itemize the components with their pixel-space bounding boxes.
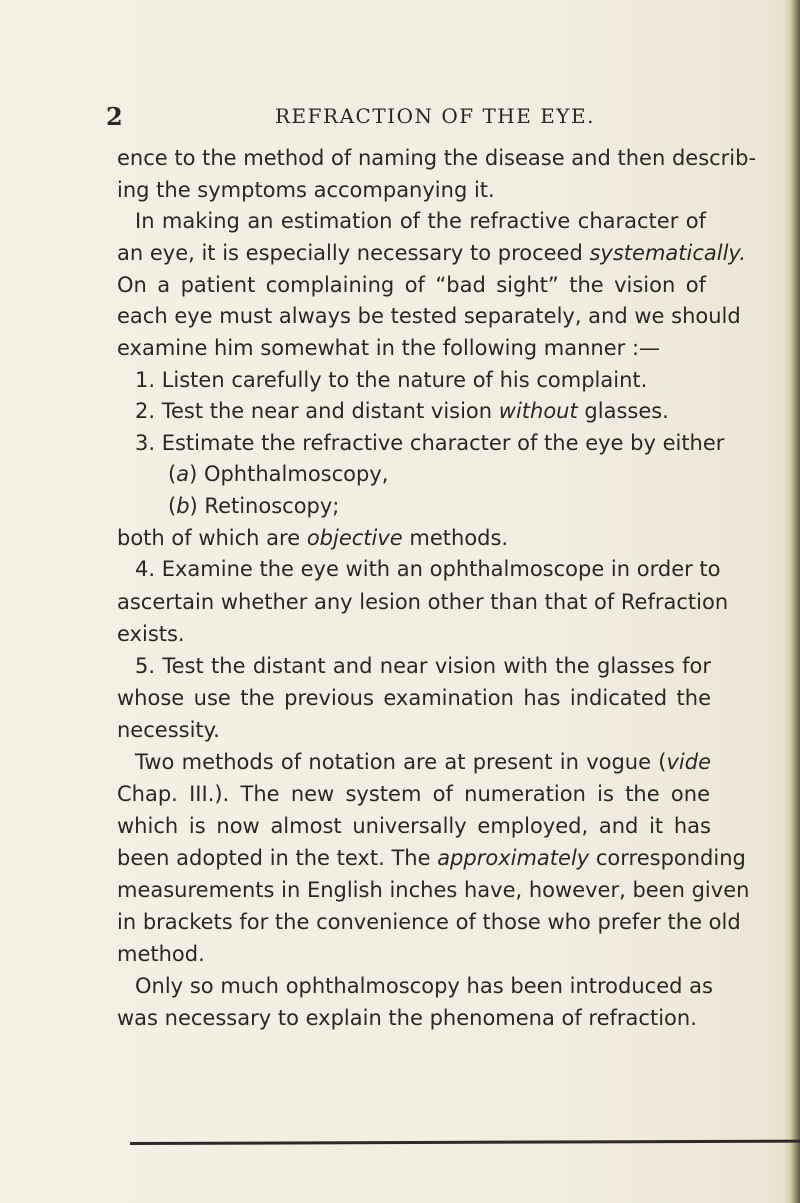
text-run: whose use the previous examination has indicated the: [117, 686, 711, 710]
text-run: 3. Estimate the refractive character of the eye by either: [135, 431, 725, 455]
text-run: both of which are: [117, 526, 307, 550]
text-run: method.: [117, 942, 205, 966]
italic-text: approximately: [437, 846, 590, 870]
running-head: [0, 98, 800, 132]
text-run: Two methods of notation are at present in vogue (: [135, 750, 667, 774]
text-line: [117, 813, 711, 839]
text-run: ascertain whether any lesion other than that of Refraction: [117, 590, 729, 614]
text-line: [117, 240, 746, 266]
text-run: On a patient complaining of “bad sight” the vision of: [117, 273, 706, 297]
text-line: [135, 430, 725, 456]
text-run: examine him somewhat in the following manner :—: [117, 336, 661, 360]
text-run: 5. Test the distant and near vision with the glasses for: [135, 654, 711, 678]
text-line: [117, 525, 508, 551]
text-run: glasses.: [577, 399, 669, 423]
text-line: [135, 556, 721, 582]
text-run: ence to the method of naming the disease and then describ-: [117, 146, 757, 170]
text-run: ) Ophthalmoscopy,: [189, 462, 389, 486]
text-line: [117, 685, 711, 711]
text-line: [117, 621, 185, 647]
text-line: [135, 973, 713, 999]
italic-text: without: [498, 399, 578, 423]
text-line: [117, 877, 750, 903]
text-line: [117, 1005, 697, 1031]
italic-text: a: [176, 462, 190, 486]
text-run: in brackets for the convenience of those who prefer the old: [117, 910, 741, 934]
text-line: [168, 461, 388, 487]
italic-text: systematically.: [589, 241, 746, 265]
text-line: [117, 589, 729, 615]
text-line: [135, 749, 711, 775]
page-edge-shadow: [784, 0, 800, 1203]
text-line: [168, 493, 339, 519]
text-run: an eye, it is especially necessary to proceed: [117, 241, 590, 265]
text-run: was necessary to explain the phenomena of refraction.: [117, 1006, 697, 1030]
text-run: In making an estimation of the refractive character of: [135, 209, 706, 233]
text-run: each eye must always be tested separately, and we should: [117, 304, 741, 328]
text-run: 1. Listen carefully to the nature of his complaint.: [135, 368, 648, 392]
text-run: corresponding: [589, 846, 746, 870]
text-run: ing the symptoms accompanying it.: [117, 178, 495, 202]
text-run: 4. Examine the eye with an ophthalmoscope in order to: [135, 557, 721, 581]
text-run: Only so much ophthalmoscopy has been introduced as: [135, 974, 713, 998]
text-line: [117, 145, 757, 171]
text-line: [117, 781, 710, 807]
text-line: [135, 653, 711, 679]
text-line: [117, 272, 706, 298]
text-line: [135, 208, 706, 234]
text-run: Chap. III.). The new system of numeration is the one: [117, 782, 710, 806]
text-line: [117, 335, 660, 361]
text-run: which is now almost universally employed, and it has: [117, 814, 711, 838]
text-line: [135, 398, 669, 424]
text-line: [117, 845, 746, 871]
text-run: necessity.: [117, 718, 220, 742]
text-line: [135, 367, 647, 393]
text-run: measurements in English inches have, however, been given: [117, 878, 750, 902]
text-run: been adopted in the text. The: [117, 846, 438, 870]
italic-text: objective: [306, 526, 403, 550]
bottom-edge-rule: [130, 1140, 800, 1145]
text-line: [117, 909, 741, 935]
text-run: exists.: [117, 622, 185, 646]
text-line: [117, 717, 220, 743]
text-run: ) Retinoscopy;: [189, 494, 340, 518]
text-line: [117, 303, 741, 329]
text-run: 2. Test the near and distant vision: [135, 399, 499, 423]
text-line: [117, 177, 495, 203]
running-title: REFRACTION OF THE EYE.: [275, 104, 595, 128]
page-number: 2: [106, 102, 123, 131]
text-run: (: [168, 462, 177, 486]
text-run: methods.: [402, 526, 509, 550]
italic-text: b: [176, 494, 190, 518]
italic-text: vide: [666, 750, 711, 774]
text-line: [117, 941, 205, 967]
text-run: (: [168, 494, 177, 518]
